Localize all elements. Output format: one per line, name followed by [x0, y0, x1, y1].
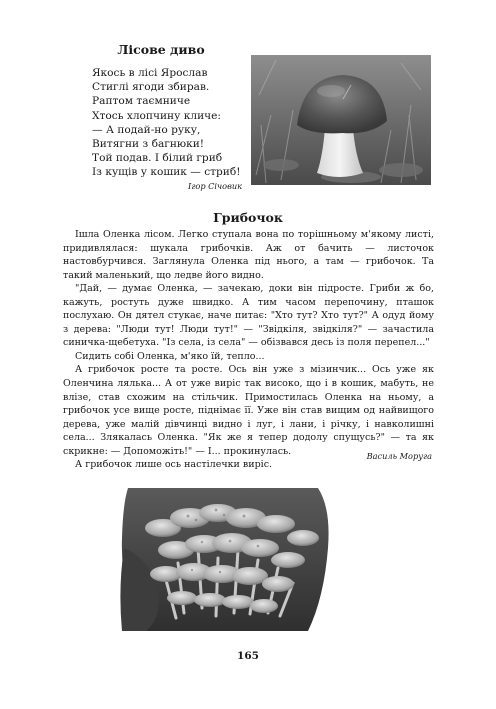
poem-line: Хтось хлопчину кличе:	[92, 109, 221, 122]
poem-line: Стиглі ягоди збирав.	[92, 81, 210, 94]
poem-line: Витягни з багнюки!	[92, 138, 205, 151]
story-paragraph: А грибочок росте та росте. Ось він уже з мізинчик... Ось уже як Оленчина лялька... А от уже виріс так високо, що і в кошик, мабуть, не влізе, став схожим на стільчик. Примостилась Оленка на ньому, а грибочок усе вище росте, піднімає її. Уже він став вищим од найвищого дерева, уже малій дівчинці видно і луг, і лани, і річку, і навколишні села... Злякалась Оленка. "Як же я тепер додолу спущусь?" — та як скрикне: — Допоможіть!" — І... прокинулась.	[63, 364, 434, 457]
story-paragraph: А грибочок лише ось настілечки виріс.	[75, 459, 273, 471]
story-author: Василь Моруга	[366, 451, 432, 461]
poem-lines	[64, 66, 244, 180]
page-number: 165	[237, 650, 259, 662]
story-paragraph: Сидить собі Оленка, м'яко їй, тепло...	[75, 350, 265, 362]
mushroom-photo	[251, 55, 431, 185]
poem-title: Лісове диво	[117, 42, 205, 57]
story-text	[63, 228, 434, 472]
poem-line: Якось в лісі Ярослав	[92, 67, 208, 79]
story-paragraph: "Дай, — думає Оленка, — зачекаю, доки він підросте. Гриби ж бо, кажуть, ростуть дуже швидко. А тим часом перепочину, пташок послухаю. Он дятел стукає, наче питає: "Хто тут? Хто тут?" А одуд йому з дерева: "Люди тут! Люди тут!" — "Звідкіля, звідкіля?" — зачастила синичка-щебетуха. "Із села, із села" — обізвався десь із поля перепел..."	[63, 283, 434, 349]
poem-block	[64, 42, 244, 191]
poem-line: Із кущів у кошик — стриб!	[92, 166, 241, 179]
poem-author: Ігор Січовик	[188, 180, 242, 191]
poem-line: Той подав. І білий гриб	[92, 152, 223, 165]
poem-line: Раптом таємниче	[92, 95, 191, 108]
mushrooms-cluster-photo	[118, 488, 331, 631]
poem-line: — А подай-но руку,	[92, 123, 201, 136]
story-title: Грибочок	[213, 210, 283, 225]
story-paragraph: Ішла Оленка лісом. Легко ступала вона по торішньому м'якому листі, придивлялася: шукала грибочків. Аж от бачить — листочок настовбурчився. Заглянула Оленка під нього, а там — грибочок. Та такий маленький, що ледве його видно.	[63, 229, 434, 281]
